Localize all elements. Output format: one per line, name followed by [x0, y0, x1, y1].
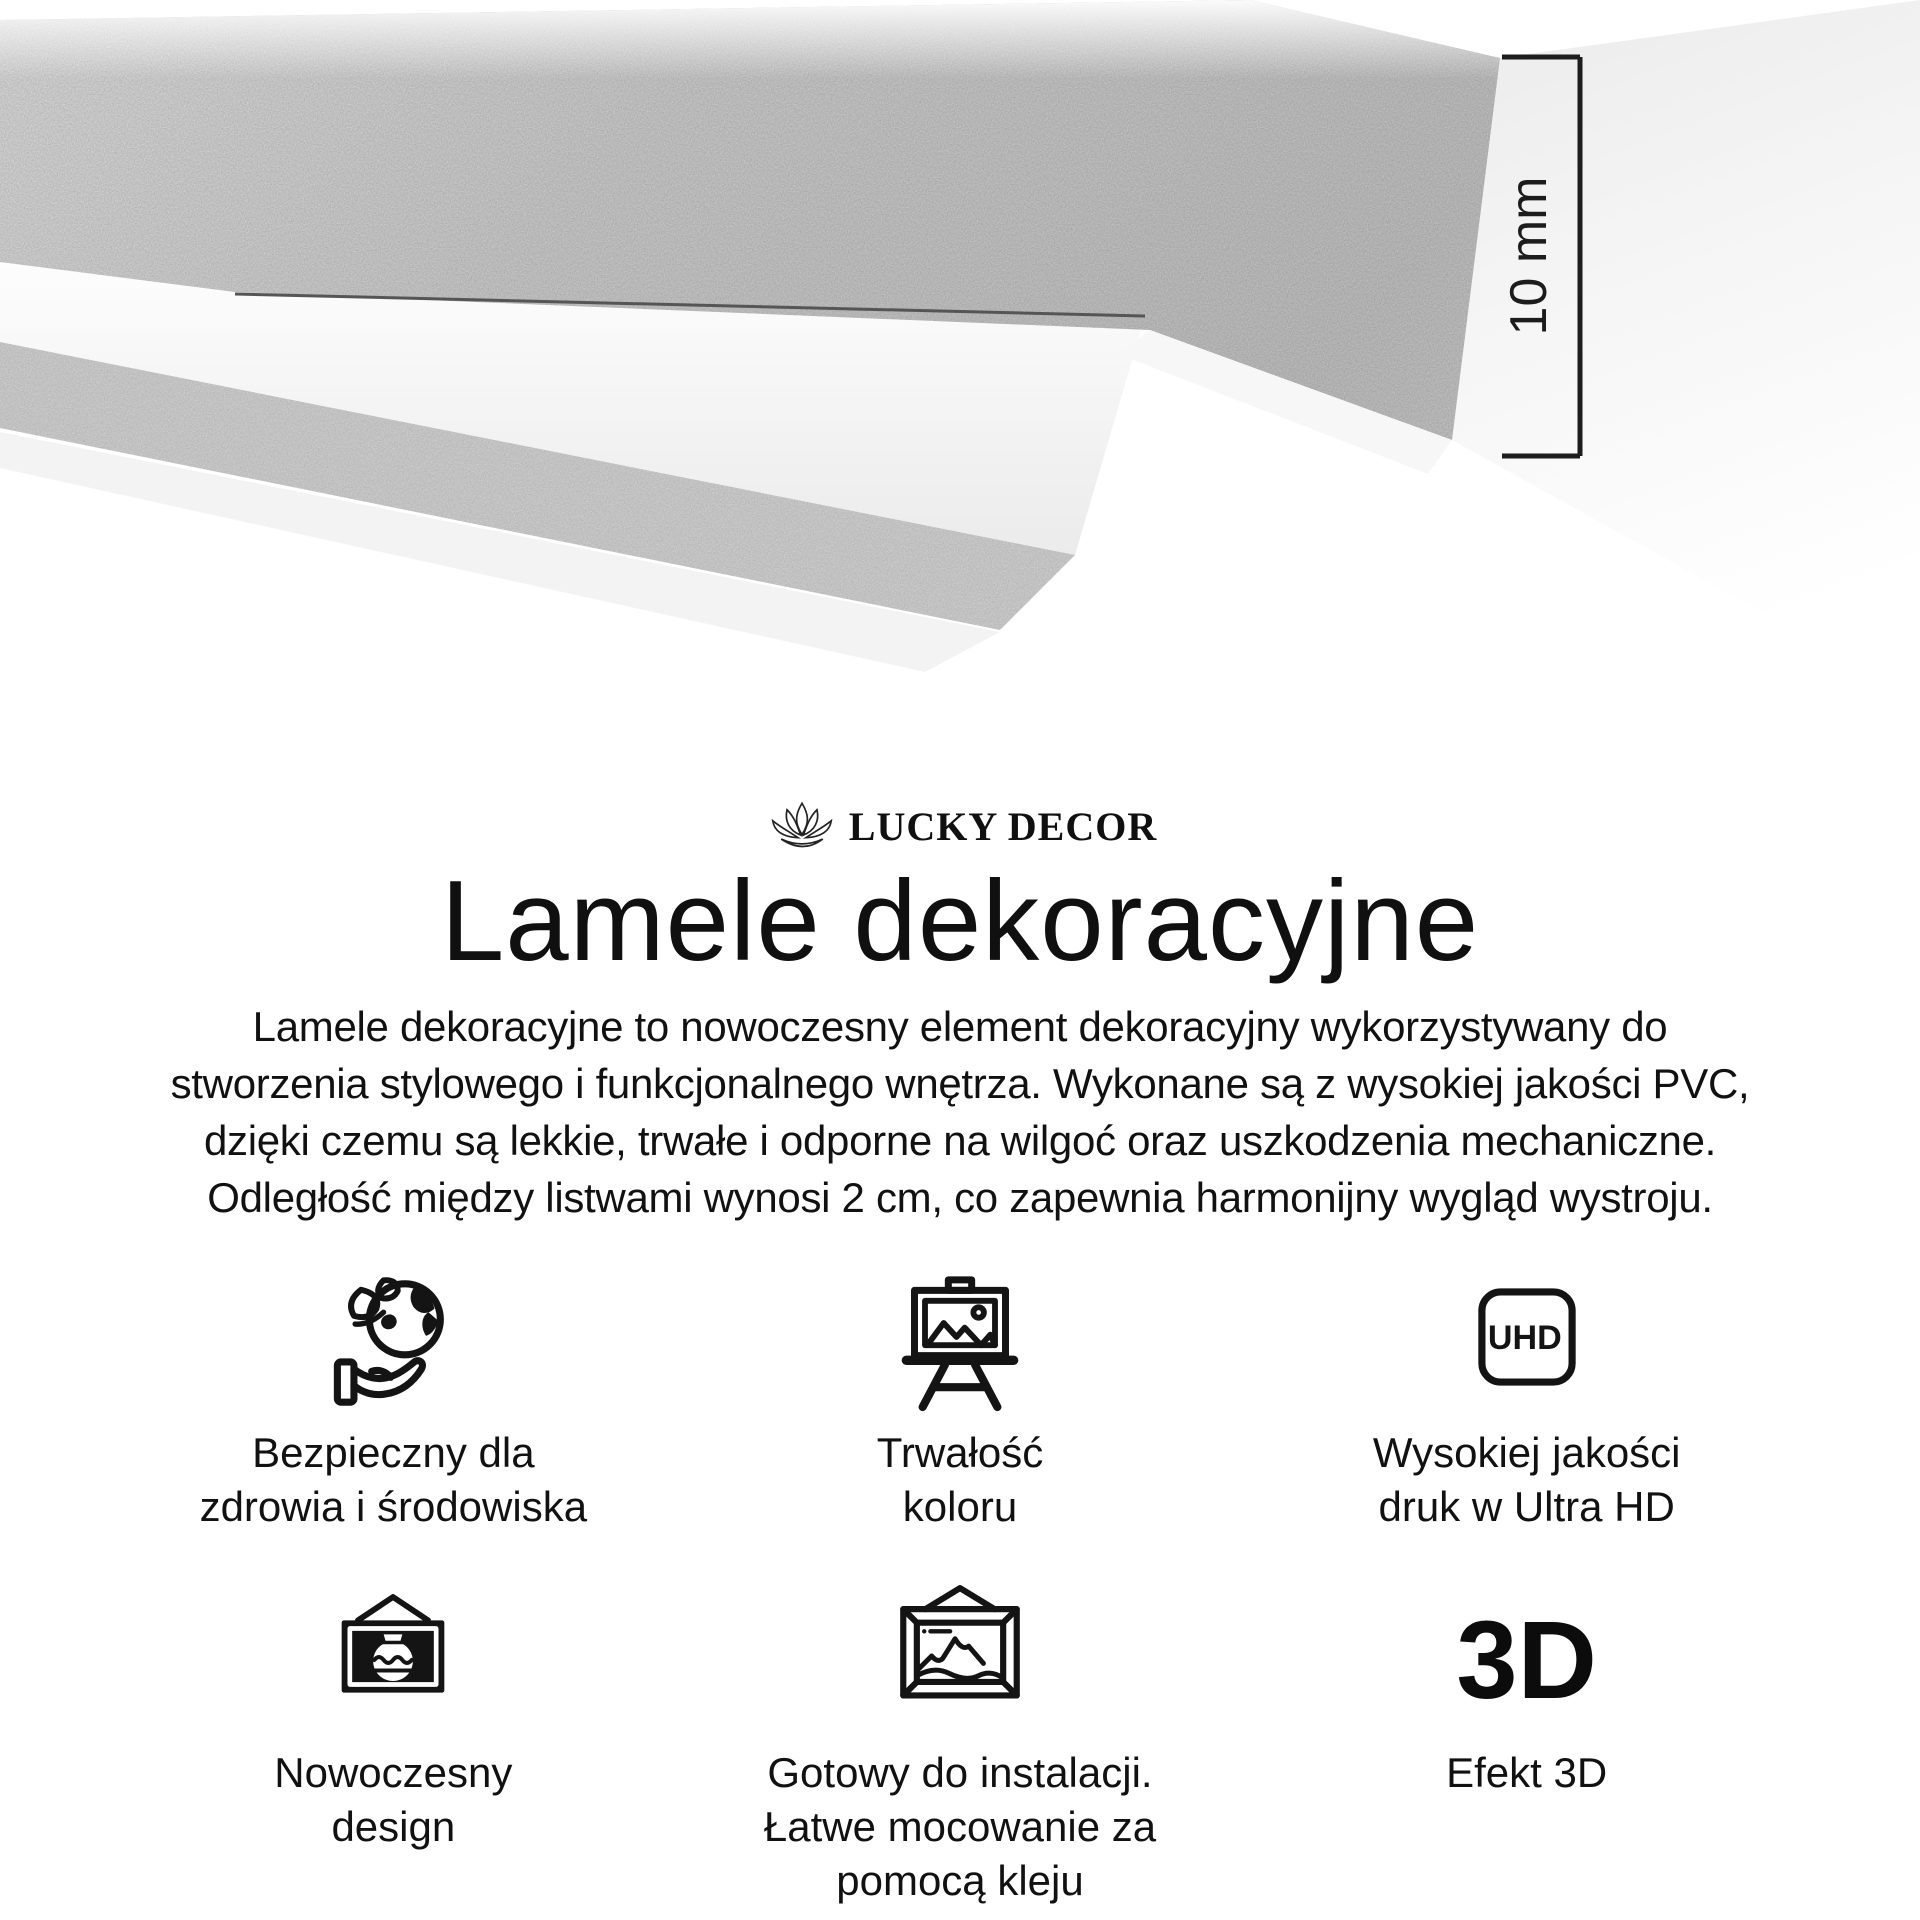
feature-3d-effect: [1243, 1580, 1810, 1908]
3d-display-text: 3D: [1456, 1598, 1597, 1722]
feature-label: Wysokiej jakości druk w Ultra HD: [1372, 1428, 1681, 1530]
feature-modern-design: [110, 1580, 677, 1908]
feature-label: Nowoczesny design: [274, 1748, 513, 1850]
feature-uhd: [1243, 1264, 1810, 1534]
uhd-badge-text: UHD: [1487, 1318, 1562, 1357]
feature-label: Bezpieczny dla zdrowia i środowiska: [199, 1428, 588, 1530]
pvc-boards-photo: [0, 0, 1920, 790]
product-photo: [0, 0, 1920, 790]
description: [0, 998, 1920, 1226]
framed-landscape-icon: [886, 1580, 1034, 1730]
description-line: stworzenia stylowego i funkcjonalnego wnętrza. Wykonane są z wysokiej jakości PVC,: [170, 1059, 1750, 1107]
feature-ready-to-install: [677, 1580, 1244, 1908]
feature-label: Efekt 3D: [1446, 1748, 1608, 1796]
feature-label: Gotowy do instalacji. Łatwe mocowanie za pomocą kleju: [763, 1748, 1157, 1904]
feature-color-durability: [677, 1264, 1244, 1534]
page-title: Lamele dekoracyjne: [440, 858, 1480, 985]
lotus-icon: [763, 796, 841, 856]
measurement-label: 10 mm: [1500, 176, 1558, 336]
eco-globe-hand-icon: [322, 1264, 464, 1414]
description-line: dzięki czemu są lekkie, trwałe i odporne na wilgoć oraz uszkodzenia mechaniczne.: [203, 1116, 1717, 1164]
3d-effect-text: [1456, 1580, 1597, 1730]
easel-icon: [890, 1264, 1030, 1414]
feature-eco: [110, 1264, 677, 1534]
description-line: Lamele dekoracyjne to nowoczesny element dekoracyjny wykorzystywany do: [252, 1002, 1668, 1050]
uhd-badge-icon: [1461, 1264, 1593, 1414]
description-line: Odległość między listwami wynosi 2 cm, co zapewnia harmonijny wygląd wystroju.: [207, 1173, 1713, 1221]
brand-name: LUCKY DECOR: [848, 803, 1158, 849]
brand: [0, 794, 1920, 858]
feature-grid: [110, 1264, 1810, 1908]
feature-label: Trwałość koloru: [876, 1428, 1044, 1530]
framed-vase-icon: [323, 1580, 463, 1730]
